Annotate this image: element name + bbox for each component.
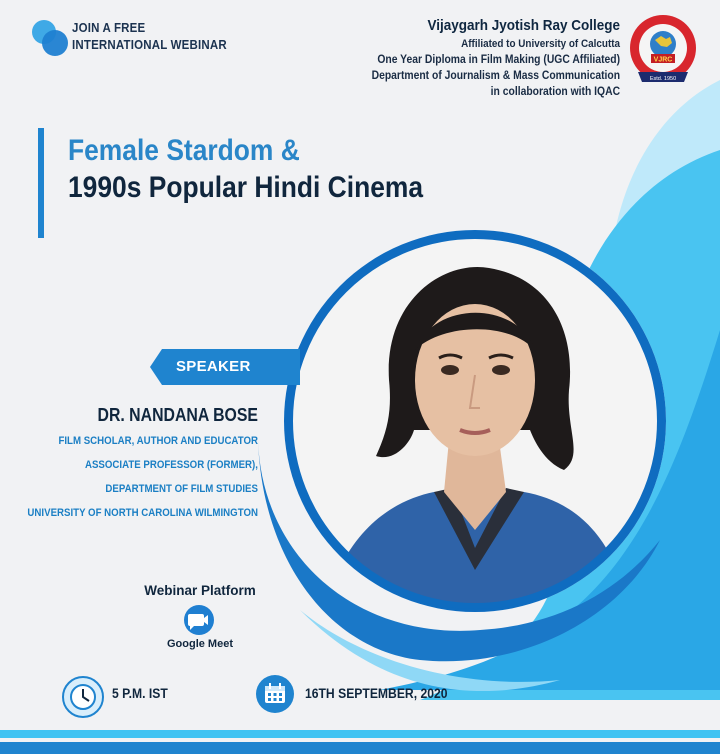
webinar-title bbox=[68, 132, 423, 206]
speaker-detail-4: UNIVERSITY OF NORTH CAROLINA WILMINGTON bbox=[27, 507, 258, 519]
speaker-name: DR. NANDANA BOSE bbox=[97, 405, 258, 425]
svg-text:Estd. 1950: Estd. 1950 bbox=[649, 76, 677, 82]
speaker-detail-3: DEPARTMENT OF FILM STUDIES bbox=[105, 483, 258, 495]
platform-title: Webinar Platform bbox=[144, 583, 256, 598]
college-info bbox=[372, 16, 620, 100]
join-line-2: INTERNATIONAL WEBINAR bbox=[72, 38, 227, 52]
college-department: Department of Journalism & Mass Communication bbox=[371, 70, 620, 82]
speaker-detail-1: FILM SCHOLAR, AUTHOR AND EDUCATOR bbox=[58, 435, 258, 447]
overlapping-circles-icon bbox=[30, 18, 70, 58]
college-seal-logo bbox=[628, 14, 698, 86]
college-affiliation: Affiliated to University of Calcutta bbox=[461, 38, 620, 50]
speaker-ribbon-label: SPEAKER bbox=[176, 358, 251, 375]
title-line-1: Female Stardom & bbox=[68, 134, 300, 167]
svg-text:VJRC: VJRC bbox=[653, 56, 673, 64]
speaker-detail-2: ASSOCIATE PROFESSOR (FORMER), bbox=[84, 459, 258, 471]
speaker-photo bbox=[284, 230, 666, 612]
title-accent-bar bbox=[38, 128, 44, 238]
calendar-icon bbox=[256, 675, 294, 713]
college-name: Vijaygarh Jyotish Ray College bbox=[427, 17, 620, 34]
video-camera-icon bbox=[184, 605, 214, 635]
college-collaboration: in collaboration with IQAC bbox=[490, 86, 620, 98]
event-date: 16TH SEPTEMBER, 2020 bbox=[305, 686, 448, 701]
college-diploma: One Year Diploma in Film Making (UGC Affiliated) bbox=[377, 54, 620, 66]
clock-icon bbox=[62, 676, 104, 718]
speaker-ribbon bbox=[150, 349, 300, 385]
bottom-strip bbox=[0, 730, 720, 754]
join-line-1: JOIN A FREE bbox=[72, 21, 146, 35]
webinar-platform bbox=[130, 583, 270, 650]
title-line-2: 1990s Popular Hindi Cinema bbox=[68, 171, 424, 204]
event-time: 5 P.M. IST bbox=[112, 686, 168, 701]
join-webinar-label bbox=[72, 20, 227, 54]
speaker-info bbox=[27, 401, 258, 525]
platform-name: Google Meet bbox=[166, 638, 233, 650]
